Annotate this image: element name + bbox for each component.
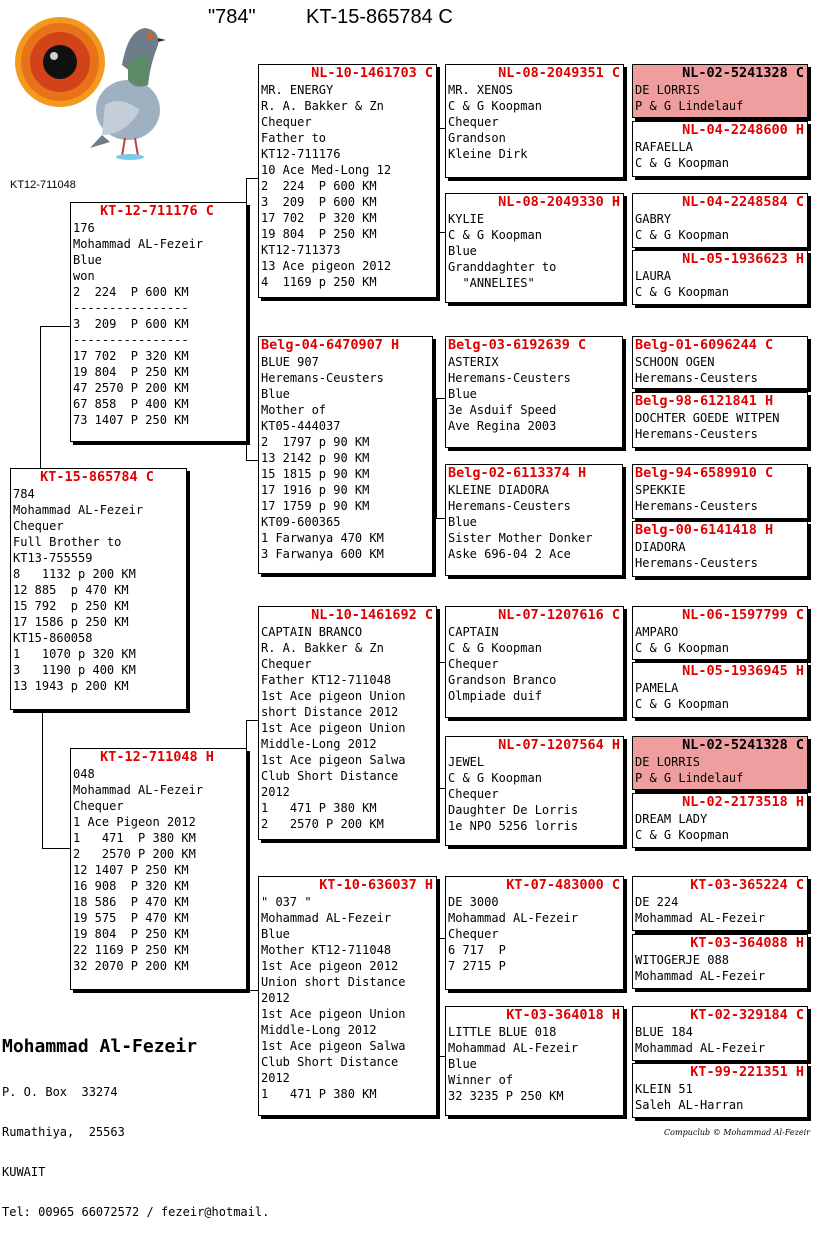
pigeon-card-sd: [258, 336, 433, 574]
pigeon-details: [633, 139, 807, 171]
address-line: Rumathiya, 25563: [2, 1125, 125, 1139]
pigeon-details: [633, 539, 807, 571]
pigeon-details: [633, 754, 807, 786]
pedigree-line: Full Brother to: [13, 535, 122, 549]
pedigree-line: short Distance 2012: [261, 705, 399, 719]
pigeon-card-g7: [632, 464, 808, 519]
pedigree-line: Chequer: [448, 787, 499, 801]
pedigree-line: 2 2570 P 200 KM: [261, 817, 384, 831]
pedigree-line: C & G Koopman: [635, 641, 729, 655]
pedigree-line: Mohammad AL-Fezeir: [448, 911, 579, 925]
pedigree-line: Father to: [261, 131, 327, 145]
ring-number: KT-03-364088 H: [690, 935, 804, 951]
pedigree-line: C & G Koopman: [448, 99, 542, 113]
pigeon-card-dds: [445, 876, 624, 990]
pedigree-line: 3 1190 p 400 KM: [13, 663, 136, 677]
pigeon-card-g15: [632, 1006, 808, 1061]
pedigree-line: CAPTAIN: [448, 625, 499, 639]
pedigree-line: Blue: [448, 244, 477, 258]
pigeon-card-g9: [632, 606, 808, 660]
pedigree-line: 67 858 P 400 KM: [73, 397, 189, 411]
pedigree-line: R. A. Bakker & Zn: [261, 99, 384, 113]
pedigree-line: Heremans-Ceusters: [635, 371, 758, 385]
pedigree-line: SCHOON OGEN: [635, 355, 715, 369]
pedigree-line: LAURA: [635, 269, 672, 283]
connector: [436, 788, 445, 789]
pigeon-details: [11, 486, 186, 694]
pedigree-line: Chequer: [261, 115, 312, 129]
pedigree-line: C & G Koopman: [635, 828, 729, 842]
pigeon-details: [633, 952, 807, 984]
pedigree-line: JEWEL: [448, 755, 485, 769]
pigeon-card-sdd: [445, 464, 623, 576]
pedigree-line: C & G Koopman: [448, 641, 542, 655]
pedigree-line: R. A. Bakker & Zn: [261, 641, 384, 655]
pedigree-line: Mother of: [261, 403, 327, 417]
pigeon-details: [446, 894, 623, 974]
pedigree-line: Grandson Branco: [448, 673, 557, 687]
pigeon-card-g12: [632, 793, 808, 848]
pedigree-line: Saleh AL-Harran: [635, 1098, 744, 1112]
pigeon-card-ds: [258, 606, 437, 840]
pedigree-line: 19 804 P 250 KM: [261, 227, 377, 241]
pigeon-card-g13: [632, 876, 808, 931]
pedigree-line: 784: [13, 487, 35, 501]
ring-number: Belg-03-6192639 C: [448, 337, 587, 353]
pedigree-line: Chequer: [261, 657, 312, 671]
pigeon-card-g6: [632, 392, 808, 448]
pedigree-line: 1st Ace pigeon Union: [261, 721, 406, 735]
pedigree-line: P & G Lindelauf: [635, 771, 744, 785]
pedigree-line: BLUE 907: [261, 355, 319, 369]
pedigree-line: 2012: [261, 1071, 290, 1085]
pedigree-line: 15 1815 p 90 KM: [261, 467, 370, 481]
pedigree-line: 17 702 P 320 KM: [73, 349, 189, 363]
pedigree-line: KT09-600365: [261, 515, 341, 529]
pedigree-line: Club Short Distance: [261, 1055, 399, 1069]
connector: [436, 398, 437, 518]
ring-number: NL-07-1207616 C: [498, 607, 620, 623]
pedigree-line: CAPTAIN BRANCO: [261, 625, 363, 639]
owner-address: [2, 1060, 269, 1233]
ring-number: KT-15-865784 C: [40, 469, 154, 485]
pedigree-line: Daughter De Lorris: [448, 803, 579, 817]
pedigree-line: 16 908 P 320 KM: [73, 879, 189, 893]
pigeon-card-dd: [258, 876, 437, 1116]
pigeon-details: [259, 354, 432, 562]
pigeon-details: [633, 82, 807, 114]
ring-number: KT-03-365224 C: [690, 877, 804, 893]
pedigree-line: Chequer: [448, 927, 499, 941]
ring-number: NL-06-1597799 C: [682, 607, 804, 623]
pedigree-line: Grandson: [448, 131, 506, 145]
pedigree-line: Club Short Distance: [261, 769, 399, 783]
pedigree-line: 1 471 P 380 KM: [261, 1087, 377, 1101]
ring-number: NL-02-5241328 C: [682, 737, 804, 753]
pigeon-details: [633, 624, 807, 656]
eye-image: [15, 17, 105, 107]
pedigree-line: Mother KT12-711048: [261, 943, 392, 957]
pigeon-card-dsd: [445, 736, 624, 846]
ring-number: Belg-94-6589910 C: [635, 465, 774, 481]
pigeon-details: [446, 1024, 623, 1104]
ring-number: Belg-02-6113374 H: [448, 465, 587, 481]
pedigree-line: Chequer: [73, 799, 124, 813]
pigeon-details: [446, 482, 622, 562]
pigeon-ring-title: KT-15-865784 C: [306, 6, 453, 28]
pedigree-line: MR. XENOS: [448, 83, 514, 97]
ring-number: NL-05-1936945 H: [682, 663, 804, 679]
pedigree-line: KT15-860058: [13, 631, 93, 645]
pedigree-line: 3e Asduif Speed: [448, 403, 557, 417]
pedigree-line: C & G Koopman: [448, 228, 542, 242]
pedigree-line: C & G Koopman: [635, 697, 729, 711]
pigeon-details: [633, 482, 807, 514]
pigeon-details: [259, 894, 436, 1102]
pedigree-line: RAFAELLA: [635, 140, 693, 154]
pedigree-line: Ave Regina 2003: [448, 419, 557, 433]
pedigree-line: ASTERIX: [448, 355, 499, 369]
ring-number: NL-08-2049351 C: [498, 65, 620, 81]
pigeon-details: [633, 268, 807, 300]
pedigree-line: 1st Ace pigeon Salwa: [261, 753, 406, 767]
pedigree-line: 1 1070 p 320 KM: [13, 647, 136, 661]
pedigree-line: 17 702 P 320 KM: [261, 211, 377, 225]
pigeon-card-sds: [445, 336, 623, 448]
pedigree-line: 13 1943 p 200 KM: [13, 679, 129, 693]
pedigree-line: 3 Farwanya 600 KM: [261, 547, 384, 561]
connector: [246, 460, 258, 461]
pedigree-line: KT05-444037: [261, 419, 341, 433]
ring-number: Belg-00-6141418 H: [635, 522, 774, 538]
pedigree-line: Heremans-Ceusters: [635, 427, 758, 441]
pigeon-details: [633, 680, 807, 712]
pedigree-line: 2 1797 p 90 KM: [261, 435, 370, 449]
pigeon-card-sss: [445, 64, 624, 178]
pedigree-line: KYLIE: [448, 212, 485, 226]
ring-number: KT-12-711048 H: [100, 749, 214, 765]
pedigree-line: KT12-711373: [261, 243, 341, 257]
pedigree-line: 13 2142 p 90 KM: [261, 451, 370, 465]
ring-number: KT-12-711176 C: [100, 203, 214, 219]
pigeon-details: [633, 354, 807, 386]
pedigree-line: DIADORA: [635, 540, 686, 554]
pigeon-card-ddd: [445, 1006, 624, 1116]
pedigree-line: 1st Ace pigeon Union: [261, 1007, 406, 1021]
pedigree-line: Heremans-Ceusters: [635, 499, 758, 513]
pedigree-line: 6 717 P: [448, 943, 506, 957]
pigeon-card-ssd: [445, 193, 624, 303]
pedigree-line: 1st Ace pigeon Union: [261, 689, 406, 703]
pigeon-details: [633, 211, 807, 243]
ring-number: NL-02-5241328 C: [682, 65, 804, 81]
pedigree-line: 19 575 P 470 KM: [73, 911, 189, 925]
pedigree-line: Heremans-Ceusters: [448, 499, 571, 513]
pedigree-line: PAMELA: [635, 681, 679, 695]
pedigree-line: Mohammad AL-Fezeir: [261, 911, 392, 925]
pigeon-details: [633, 811, 807, 843]
ring-number: KT-10-636037 H: [319, 877, 433, 893]
pedigree-line: Blue: [448, 1057, 477, 1071]
pigeon-card-main: [10, 468, 187, 710]
pedigree-line: Winner of: [448, 1073, 514, 1087]
pedigree-line: ----------------: [73, 333, 189, 347]
pigeon-details: [259, 624, 436, 832]
connector: [42, 708, 43, 848]
pedigree-line: KT13-755559: [13, 551, 93, 565]
connector: [436, 662, 445, 663]
address-line: P. O. Box 33274: [2, 1085, 118, 1099]
pedigree-line: C & G Koopman: [448, 771, 542, 785]
pigeon-card-g3: [632, 193, 808, 248]
pedigree-line: Mohammad AL-Fezeir: [635, 1041, 766, 1055]
pedigree-line: Granddaghter to: [448, 260, 557, 274]
pedigree-line: 12 1407 P 250 KM: [73, 863, 189, 877]
pedigree-line: 1e NPO 5256 lorris: [448, 819, 579, 833]
pigeon-nickname: "784": [208, 6, 256, 28]
pedigree-line: Mohammad AL-Fezeir: [635, 969, 766, 983]
pedigree-line: 17 1916 p 90 KM: [261, 483, 370, 497]
pedigree-line: Aske 696-04 2 Ace: [448, 547, 571, 561]
pigeon-card-ss: [258, 64, 437, 298]
pedigree-line: 18 586 P 470 KM: [73, 895, 189, 909]
connector: [246, 178, 258, 179]
pedigree-line: BLUE 184: [635, 1025, 693, 1039]
pedigree-line: 17 1586 p 250 KM: [13, 615, 129, 629]
pigeon-details: [633, 1024, 807, 1056]
ring-number: NL-02-2173518 H: [682, 794, 804, 810]
owner-name: Mohammad Al-Fezeir: [2, 1036, 198, 1057]
pedigree-line: LITTLE BLUE 018: [448, 1025, 557, 1039]
ring-number: NL-08-2049330 H: [498, 194, 620, 210]
pedigree-line: Blue: [261, 927, 290, 941]
pigeon-details: [446, 354, 622, 434]
pedigree-line: 2 224 P 600 KM: [73, 285, 189, 299]
pedigree-line: 7 2715 P: [448, 959, 506, 973]
pigeon-details: [446, 624, 623, 704]
ring-number: NL-10-1461692 C: [311, 607, 433, 623]
photo-caption: KT12-711048: [10, 179, 76, 191]
pedigree-line: 22 1169 P 250 KM: [73, 943, 189, 957]
pigeon-card-g16: [632, 1063, 808, 1118]
pedigree-line: Heremans-Ceusters: [261, 371, 384, 385]
pigeon-card-sire: [70, 202, 247, 442]
pedigree-line: Kleine Dirk: [448, 147, 528, 161]
pedigree-line: 1st Ace pigeon Salwa: [261, 1039, 406, 1053]
connector: [246, 720, 258, 721]
pedigree-line: P & G Lindelauf: [635, 99, 744, 113]
pedigree-line: 1 471 P 380 KM: [261, 801, 377, 815]
pedigree-line: 47 2570 P 200 KM: [73, 381, 189, 395]
pigeon-card-dss: [445, 606, 624, 718]
ring-number: NL-07-1207564 H: [498, 737, 620, 753]
pedigree-line: AMPARO: [635, 625, 679, 639]
pedigree-line: SPEKKIE: [635, 483, 686, 497]
pedigree-line: Middle-Long 2012: [261, 737, 377, 751]
pedigree-line: 19 804 P 250 KM: [73, 927, 189, 941]
ring-number: Belg-01-6096244 C: [635, 337, 774, 353]
pedigree-line: won: [73, 269, 95, 283]
pedigree-line: Chequer: [448, 115, 499, 129]
pedigree-line: Union short Distance: [261, 975, 406, 989]
pedigree-line: "ANNELIES": [448, 276, 535, 290]
pedigree-line: ----------------: [73, 301, 189, 315]
pedigree-line: DE LORRIS: [635, 755, 701, 769]
pigeon-details: [259, 82, 436, 290]
pedigree-line: 32 3235 P 250 KM: [448, 1089, 564, 1103]
pedigree-line: 048: [73, 767, 95, 781]
pedigree-line: 17 1759 p 90 KM: [261, 499, 370, 513]
pedigree-line: Mohammad AL-Fezeir: [13, 503, 144, 517]
pedigree-line: 12 885 p 470 KM: [13, 583, 129, 597]
pigeon-card-g5: [632, 336, 808, 389]
pedigree-line: Sister Mother Donker: [448, 531, 593, 545]
pedigree-line: Middle-Long 2012: [261, 1023, 377, 1037]
pedigree-line: Blue: [448, 387, 477, 401]
ring-number: NL-05-1936623 H: [682, 251, 804, 267]
pigeon-details: [71, 766, 246, 974]
pedigree-line: 32 2070 P 200 KM: [73, 959, 189, 973]
connector: [436, 128, 445, 129]
pedigree-line: WITOGERJE 088: [635, 953, 729, 967]
pedigree-line: KLEIN 51: [635, 1082, 693, 1096]
pigeon-card-g1: [632, 64, 808, 118]
pedigree-line: Father KT12-711048: [261, 673, 392, 687]
pedigree-line: Blue: [73, 253, 102, 267]
pedigree-line: DOCHTER GOEDE WITPEN: [635, 411, 780, 425]
pedigree-line: Mohammad AL-Fezeir: [448, 1041, 579, 1055]
pedigree-line: Mohammad AL-Fezeir: [73, 237, 204, 251]
pedigree-line: 19 804 P 250 KM: [73, 365, 189, 379]
pigeon-details: [71, 220, 246, 428]
pedigree-line: 1 Farwanya 470 KM: [261, 531, 384, 545]
pedigree-line: C & G Koopman: [635, 228, 729, 242]
pedigree-line: C & G Koopman: [635, 285, 729, 299]
pedigree-line: DE LORRIS: [635, 83, 701, 97]
pedigree-line: Mohammad AL-Fezeir: [635, 911, 766, 925]
address-line: Tel: 00965 66072572 / fezeir@hotmail.: [2, 1205, 270, 1219]
address-line: KUWAIT: [2, 1165, 46, 1179]
pedigree-line: DE 224: [635, 895, 679, 909]
connector: [436, 398, 445, 399]
pedigree-line: Chequer: [448, 657, 499, 671]
pigeon-details: [633, 1081, 807, 1113]
software-credit: Compuclub © Mohammad Al-Fezeir: [664, 1128, 810, 1137]
pedigree-line: DREAM LADY: [635, 812, 708, 826]
pedigree-line: GABRY: [635, 212, 672, 226]
pedigree-line: Heremans-Ceusters: [635, 556, 758, 570]
pedigree-line: 2 224 P 600 KM: [261, 179, 377, 193]
pedigree-line: 13 Ace pigeon 2012: [261, 259, 392, 273]
pedigree-line: 8 1132 p 200 KM: [13, 567, 136, 581]
pedigree-line: C & G Koopman: [635, 156, 729, 170]
pedigree-line: " 037 ": [261, 895, 312, 909]
pedigree-line: Heremans-Ceusters: [448, 371, 571, 385]
pedigree-line: 3 209 P 600 KM: [73, 317, 189, 331]
pedigree-line: 2 2570 P 200 KM: [73, 847, 196, 861]
connector: [436, 518, 445, 519]
ring-number: KT-03-364018 H: [506, 1007, 620, 1023]
pedigree-line: 2012: [261, 785, 290, 799]
connector: [246, 990, 258, 991]
pigeon-card-g8: [632, 521, 808, 577]
pedigree-line: 176: [73, 221, 95, 235]
pedigree-line: 73 1407 P 250 KM: [73, 413, 189, 427]
pedigree-line: MR. ENERGY: [261, 83, 334, 97]
ring-number: NL-10-1461703 C: [311, 65, 433, 81]
pedigree-line: 15 792 p 250 KM: [13, 599, 129, 613]
pedigree-line: 4 1169 p 250 KM: [261, 275, 377, 289]
ring-number: NL-04-2248600 H: [682, 122, 804, 138]
pigeon-details: [633, 894, 807, 926]
ring-number: Belg-04-6470907 H: [261, 337, 400, 353]
connector: [42, 848, 70, 849]
ring-number: KT-02-329184 C: [690, 1007, 804, 1023]
pedigree-line: 1 Ace Pigeon 2012: [73, 815, 196, 829]
pedigree-line: KT12-711176: [261, 147, 341, 161]
pigeon-card-g10: [632, 662, 808, 718]
pedigree-line: 3 209 P 600 KM: [261, 195, 377, 209]
pigeon-photo: [10, 10, 170, 170]
pedigree-line: DE 3000: [448, 895, 499, 909]
pigeon-details: [446, 82, 623, 162]
pigeon-card-dam: [70, 748, 247, 990]
pedigree-line: 1 471 P 380 KM: [73, 831, 196, 845]
connector: [40, 326, 70, 327]
connector: [40, 326, 41, 468]
connector: [436, 938, 445, 939]
pedigree-line: Olmpiade duif: [448, 689, 542, 703]
ring-number: Belg-98-6121841 H: [635, 393, 774, 409]
pedigree-line: Mohammad AL-Fezeir: [73, 783, 204, 797]
pigeon-card-g2: [632, 121, 808, 177]
pigeon-details: [446, 754, 623, 834]
pedigree-line: Blue: [261, 387, 290, 401]
pedigree-line: 10 Ace Med-Long 12: [261, 163, 392, 177]
connector: [436, 232, 445, 233]
pedigree-line: Chequer: [13, 519, 64, 533]
ring-number: KT-07-483000 C: [506, 877, 620, 893]
pedigree-line: 1st Ace pigeon 2012: [261, 959, 399, 973]
pigeon-details: [446, 211, 623, 291]
pedigree-line: 2012: [261, 991, 290, 1005]
pigeon-card-g11: [632, 736, 808, 790]
pedigree-line: Blue: [448, 515, 477, 529]
ring-number: NL-04-2248584 C: [682, 194, 804, 210]
connector: [436, 1056, 445, 1057]
pigeon-card-g4: [632, 250, 808, 305]
ring-number: KT-99-221351 H: [690, 1064, 804, 1080]
pedigree-line: KLEINE DIADORA: [448, 483, 550, 497]
pigeon-card-g14: [632, 934, 808, 989]
pigeon-details: [633, 410, 807, 442]
